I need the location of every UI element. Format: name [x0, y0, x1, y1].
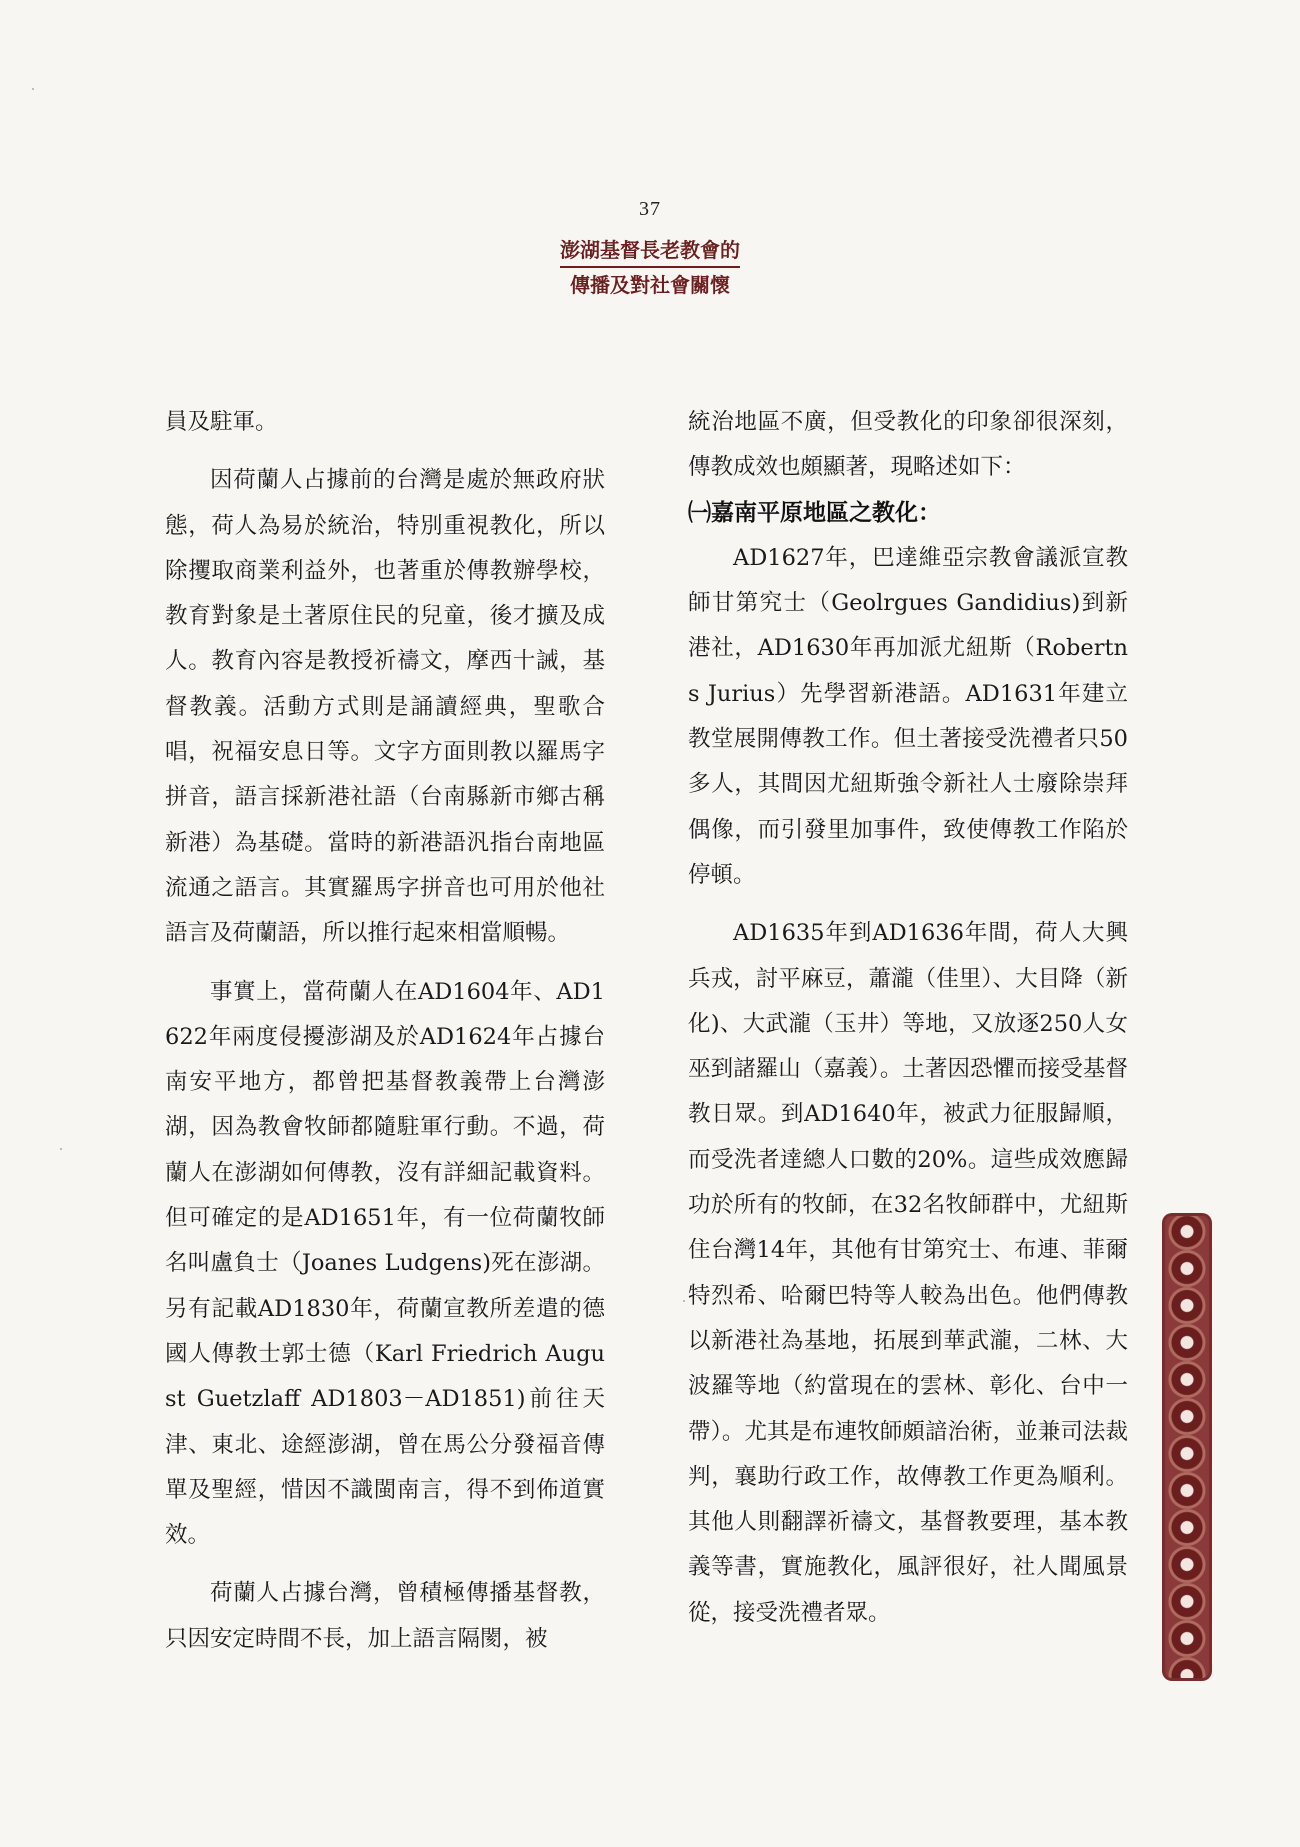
decorative-side-border [1162, 1213, 1212, 1681]
page-header [0, 198, 1300, 300]
page-number: 37 [639, 198, 661, 220]
scan-speck [683, 1300, 685, 1302]
paragraph: AD1627年，巴達維亞宗教會議派宣教師甘第究士（Geolrgues Gandidius)到新港社，AD1630年再加派尤紐斯（Robertns Jurius）先學習新港語。AD1631年建立教堂展開傳教工作。但土著接受洗禮者只50多人，其間因尤紐斯強令新社人士廢除崇拜偶像，而引發里加事件，致使傳教工作陷於停頓。 [688, 544, 1128, 888]
paragraph: 因荷蘭人占據前的台灣是處於無政府狀態，荷人為易於統治，特別重視教化，所以除攫取商業利益外，也著重於傳教辦學校，教育對象是土著原住民的兒童，後才擴及成人。教育內容是教授祈禱文，摩西十誡，基督教義。活動方式則是誦讀經典，聖歌合唱，祝福安息日等。文字方面則教以羅馬字拼音，語言採新港社語（台南縣新市鄉古稱新港）為基礎。當時的新港語汎指台南地區流通之語言。其實羅馬字拼音也可用於他社語言及荷蘭語，所以推行起來相當順暢。 [165, 467, 605, 947]
scan-speck [60, 1148, 62, 1150]
running-title-line2: 傳播及對社會關懷 [570, 273, 730, 297]
right-column [688, 400, 1128, 1636]
paragraph-continuation: 統治地區不廣，但受教化的印象卻很深刻，傳教成效也頗顯著，現略述如下： [688, 409, 1128, 481]
paragraph: AD1635年到AD1636年間，荷人大興兵戎，討平麻豆，蕭瀧（佳里）、大目降（新化)、大武瀧（玉井）等地，又放逐250人女巫到諸羅山（嘉義）。土著因恐懼而接受基督教日眾。到AD1640年，被武力征服歸順，而受洗者達總人口數的20%。這些成效應歸功於所有的牧師，在32名牧師群中，尤紐斯住台灣14年，其他有甘第究士、布連、菲爾特烈希、哈爾巴特等人較為出色。他們傳教以新港社為基地，拓展到華武瀧，二林、大波羅等地（約當現在的雲林、彰化、台中一帶）。尤其是布連牧師頗諳治術，並兼司法裁判，襄助行政工作，故傳教工作更為順利。其他人則翻譯祈禱文，基督教要理，基本教義等書，實施教化，風評很好，社人聞風景從，接受洗禮者眾。 [688, 920, 1128, 1626]
paragraph: 荷蘭人占據台灣，曾積極傳播基督教，只因安定時間不長，加上語言隔閡，被 [165, 1580, 605, 1652]
running-title-line1: 澎湖基督長老教會的 [560, 235, 740, 268]
running-title [560, 235, 740, 300]
scan-speck [32, 88, 34, 90]
paragraph: 事實上，當荷蘭人在AD1604年、AD1622年兩度侵擾澎湖及於AD1624年占據台南安平地方，都曾把基督教義帶上台灣澎湖，因為教會牧師都隨駐軍行動。不過，荷蘭人在澎湖如何傳教，沒有詳細記載資料。但可確定的是AD1651年，有一位荷蘭牧師名叫盧負士（Joanes Ludgens)死在澎湖。另有記載AD1830年，荷蘭宣教所差遣的德國人傳教士郭士德（Karl Friedrich August Guetzlaff AD1803－AD1851)前往天津、東北、途經澎湖，曾在馬公分發福音傳單及聖經，惜因不識閩南言，得不到佈道實效。 [165, 978, 605, 1549]
section-heading: ㈠嘉南平原地區之教化： [688, 499, 941, 526]
left-column [165, 400, 605, 1662]
paragraph-continuation: 員及駐軍。 [165, 409, 278, 435]
